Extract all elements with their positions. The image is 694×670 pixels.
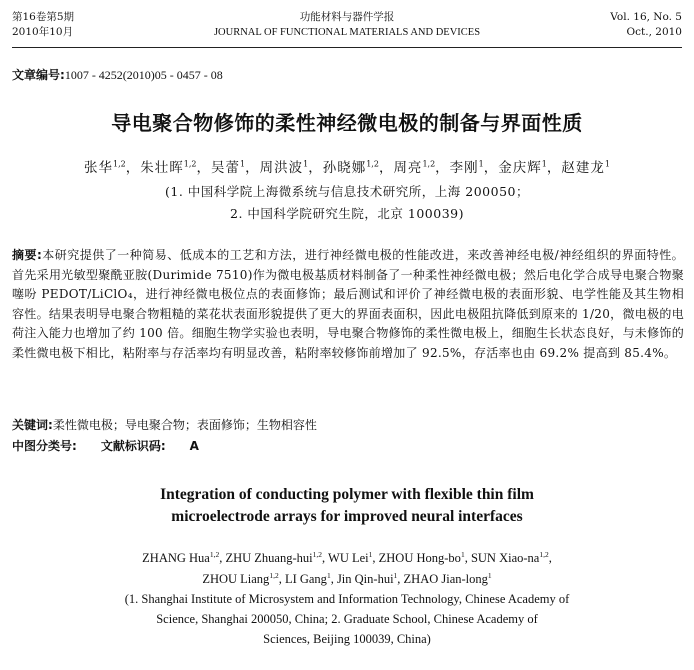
author-en-affiliation-mark: 1 — [326, 571, 331, 580]
author-en-affiliation-mark: 1 — [460, 550, 465, 559]
article-number-value: 1007 - 4252(2010)05 - 0457 - 08 — [64, 68, 223, 82]
affiliation-en-3: Sciences, Beijing 100039, China) — [263, 632, 431, 646]
title-en-line-2: microelectrode arrays for improved neural interfaces — [171, 508, 523, 525]
author-cn-name: 朱壮晖 — [140, 160, 184, 176]
date-en: Oct., 2010 — [626, 26, 682, 38]
author-en-name: ZHOU Liang — [202, 572, 270, 587]
author-en-affiliation-mark: 1 — [393, 571, 398, 580]
vol-en: Vol. 16, No. 5 — [610, 11, 682, 23]
classification — [12, 437, 223, 454]
author-cn-affiliation-mark: 1 — [541, 159, 547, 169]
doc-code-value: A — [189, 439, 199, 453]
author-cn-affiliation-mark: 1 — [240, 159, 246, 169]
author-en-name: LI Gang — [284, 572, 327, 587]
author-cn-affiliation-mark: 1 — [478, 159, 484, 169]
author-en-name: ZHU Zhuang-hui — [225, 551, 313, 566]
affiliation-cn-2: 2. 中国科学院研究生院，北京 100039) — [230, 206, 464, 221]
author-en-affiliation-mark: 1 — [368, 550, 373, 559]
author-cn-name: 周亮 — [393, 160, 423, 176]
authors-cn: 张华$^{1,2}$，朱壮晖$^{1,2}$，吴蕾$^1$，周洪波$^1$，孙晓娜$^{1,2}$，周亮$^{1,2}$，李刚$^1$，金庆辉$^1$，赵建龙$^1$ — [84, 159, 610, 176]
author-en-affiliation-mark: 1,2 — [312, 550, 322, 559]
author-en-name: ZHOU Hong-bo — [378, 551, 461, 566]
author-cn-affiliation-mark: 1 — [303, 159, 309, 169]
author-cn-name: 李刚 — [449, 160, 479, 176]
authors-en-line-1: ZHANG Hua$^{1,2}$, ZHU Zhuang-hui$^{1,2}$, WU Lei$^1$, ZHOU Hong-$bo^1$, SUN Xiao-na$^{1,2}$, — [142, 550, 552, 566]
author-cn-affiliation-mark: 1,2 — [366, 159, 379, 169]
author-en-name: ZHAO Jian-long — [403, 572, 488, 587]
clc-label: 中图分类号: — [12, 439, 77, 453]
author-cn-name: 赵建龙 — [561, 160, 605, 176]
keywords-label: 关键词: — [12, 418, 53, 432]
journal-cn: 功能材料与器件学报 — [299, 11, 395, 23]
title-cn: 导电聚合物修饰的柔性神经微电极的制备与界面性质 — [111, 111, 583, 135]
author-cn-name: 孙晓娜 — [322, 160, 367, 176]
abstract-label: 摘要: — [12, 248, 43, 262]
author-cn-name: 张华 — [84, 160, 114, 176]
author-cn-affiliation-mark: 1,2 — [183, 159, 197, 169]
author-en-name: WU Lei — [328, 551, 369, 566]
author-en-affiliation-mark: 1 — [487, 571, 492, 580]
author-cn-name: 周洪波 — [259, 160, 304, 176]
author-cn-name: 金庆辉 — [498, 160, 542, 176]
affiliation-en-2: Science, Shanghai 200050, China; 2. Graduate School, Chinese Academy of — [156, 612, 538, 626]
author-cn-affiliation-mark: 1,2 — [113, 159, 126, 169]
header-center — [0, 10, 694, 40]
authors-en-line-2: ZHOU Liang$^{1,2}$, LI Gang$^1$, Jin Qin-hui$^1$, ZHAO Jian-long$^1$ — [202, 571, 492, 587]
header-rule — [12, 47, 682, 48]
article-number-label: 文章编号: — [12, 68, 65, 82]
affiliation-cn-1: (1. 中国科学院上海微系统与信息技术研究所，上海 200050； — [165, 184, 529, 199]
abstract-text: 本研究提供了一种简易、低成本的工艺和方法，进行神经微电极的性能改进，来改善神经电极/神经组织的界面特性。首先采用光敏型聚酰亚胺(Durimide 7510)作为微电极基质材料制备了一种柔性神经微电极；然后电化学合成导电聚合物聚噻吩 PEDOT/LiClO₄，进行神经微电极位点的表面修饰；最后测试和评价了神经微电极的表面形貌、电学性能及其生物相容性。结果表明导电聚合物粗糙的菜花状表面形貌提供了更大的界面表面积，因此电极阻抗降低到原来的 1/20，微电极的电荷注入能力也增加了约 100 倍。细胞生物学实验也表明，导电聚合物修饰的柔性微电极上，细胞生长状态良好，与未修饰的柔性微电极下相比，粘附率与存活率均有明显改善，粘附率较修饰前增加了 92.5%，存活率也由 69.2% 提高到 85.4%。 — [12, 248, 684, 360]
date-cn: 2010年10月 — [12, 26, 74, 38]
title-en-line-1: Integration of conducting polymer with flexible thin film — [160, 486, 534, 503]
author-cn-affiliation-mark: 1 — [604, 159, 610, 169]
author-en-affiliation-mark: 1,2 — [269, 571, 279, 580]
author-en-affiliation-mark: 1,2 — [209, 550, 220, 559]
header-right — [610, 10, 682, 40]
keywords — [12, 416, 317, 433]
author-cn-name: 吴蕾 — [211, 160, 241, 176]
author-en-affiliation-mark: 1,2 — [539, 550, 549, 559]
author-en-name: SUN Xiao-na — [470, 551, 540, 566]
author-cn-affiliation-mark: 1,2 — [422, 159, 436, 169]
author-en-name: ZHANG Hua — [142, 551, 210, 566]
journal-en: JOURNAL OF FUNCTIONAL MATERIALS AND DEVICES — [213, 27, 481, 38]
title-en — [0, 484, 694, 528]
article-number — [12, 66, 223, 83]
issue-cn: 第16卷第5期 — [12, 11, 75, 23]
keywords-text: 柔性微电极；导电聚合物；表面修饰；生物相容性 — [52, 418, 317, 432]
doc-code-label: 文献标识码: — [100, 439, 166, 453]
affiliation-en-1: (1. Shanghai Institute of Microsystem and Information Technology, Chinese Academy of — [124, 592, 570, 606]
abstract — [12, 246, 684, 363]
author-en-name: Jin Qin-hui — [336, 572, 394, 587]
